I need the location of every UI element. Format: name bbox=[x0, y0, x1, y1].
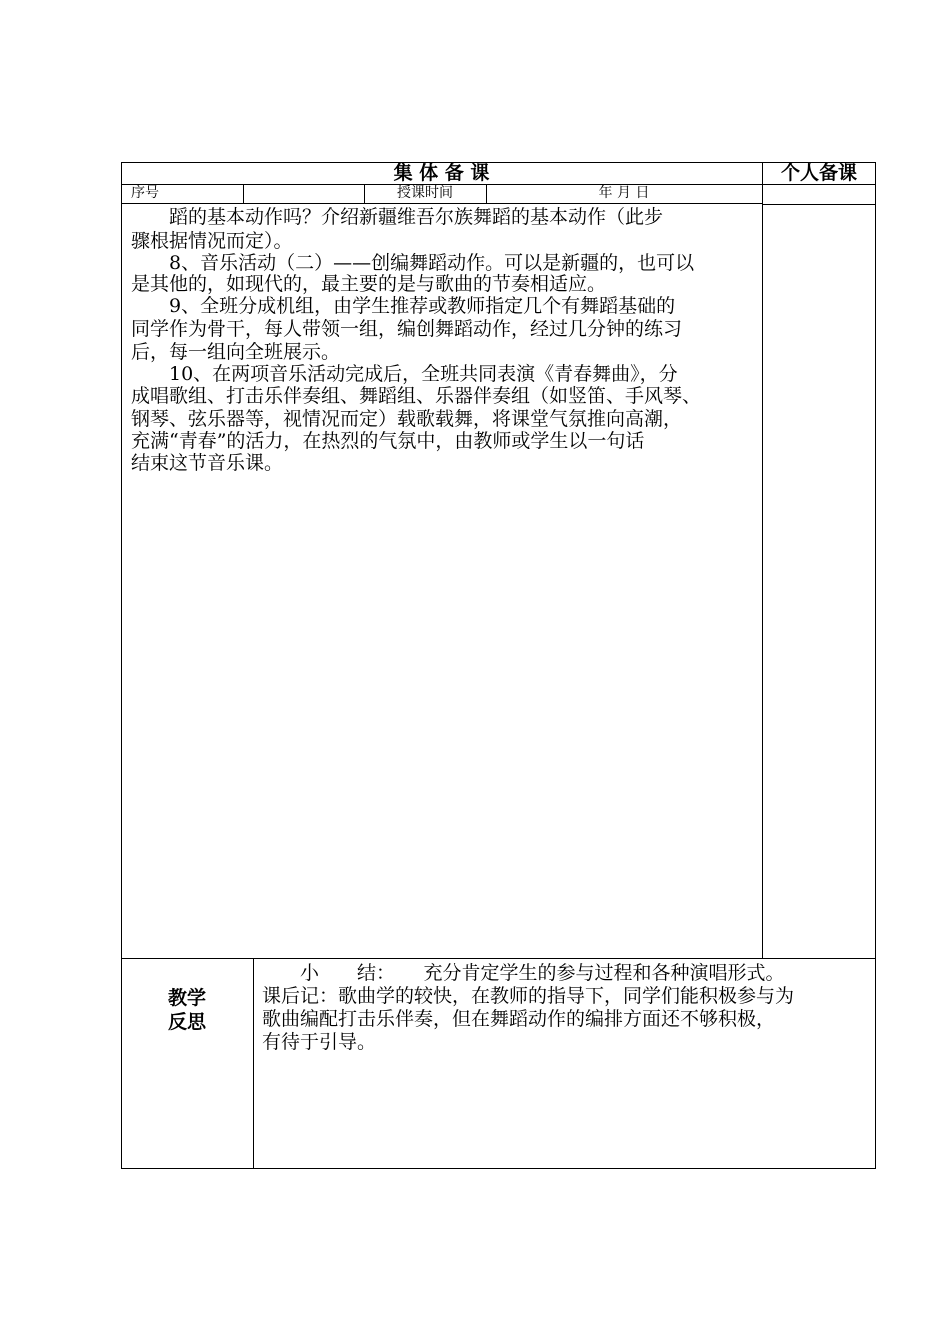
teaching-time-label: 授课时间 bbox=[397, 185, 453, 201]
personal-prep-title: 个人备课 bbox=[780, 162, 857, 184]
reflection-label-line2: 反思 bbox=[167, 1011, 206, 1033]
personal-header-bottom-border bbox=[762, 204, 876, 205]
content-line: 是其他的，如现代的，最主要的是与歌曲的节奏相适应。 bbox=[131, 273, 607, 295]
collective-prep-title: 集 体 备 课 bbox=[393, 162, 490, 184]
content-line: 10、在两项音乐活动完成后，全班共同表演《青春舞曲》，分 bbox=[131, 363, 678, 385]
reflection-line: 课后记：歌曲学的较快，在教师的指导下，同学们能积极参与为 bbox=[262, 985, 795, 1007]
reflection-line: 有待于引导。 bbox=[262, 1031, 377, 1053]
content-line: 成唱歌组、打击乐伴奏组、舞蹈组、乐器伴奏组（如竖笛、手风琴、 bbox=[131, 385, 702, 407]
table-bottom-border bbox=[121, 1168, 876, 1169]
reflection-line: 小 结： 充分肯定学生的参与过程和各种演唱形式。 bbox=[262, 962, 785, 984]
seq-label: 序号 bbox=[131, 185, 159, 201]
content-line: 结束这节音乐课。 bbox=[131, 452, 284, 474]
info-divider-1 bbox=[243, 184, 244, 204]
content-line: 同学作为骨干，每人带领一组，编创舞蹈动作，经过几分钟的练习 bbox=[131, 318, 683, 340]
info-row-bottom-border bbox=[121, 203, 762, 204]
content-line: 骤根据情况而定）。 bbox=[131, 230, 293, 252]
reflection-label-line1: 教学 bbox=[167, 987, 206, 1009]
personal-column-divider bbox=[762, 162, 763, 959]
content-line: 8、音乐活动（二）——创编舞蹈动作。可以是新疆的，也可以 bbox=[131, 252, 695, 274]
reflection-line: 歌曲编配打击乐伴奏，但在舞蹈动作的编排方面还不够积极， bbox=[262, 1008, 776, 1030]
content-line: 蹈的基本动作吗？介绍新疆维吾尔族舞蹈的基本动作（此步 bbox=[131, 206, 664, 228]
content-line: 钢琴、弦乐器等，视情况而定）载歌载舞，将课堂气氛推向高潮， bbox=[131, 408, 683, 430]
reflection-label-divider bbox=[253, 958, 254, 1169]
content-line: 充满“青春”的活力，在热烈的气氛中，由教师或学生以一句话 bbox=[131, 430, 645, 452]
table-right-border bbox=[875, 162, 876, 1169]
date-value: 年 月 日 bbox=[598, 185, 650, 201]
content-line: 9、全班分成机组，由学生推荐或教师指定几个有舞蹈基础的 bbox=[131, 295, 676, 317]
content-line: 后，每一组向全班展示。 bbox=[131, 341, 341, 363]
